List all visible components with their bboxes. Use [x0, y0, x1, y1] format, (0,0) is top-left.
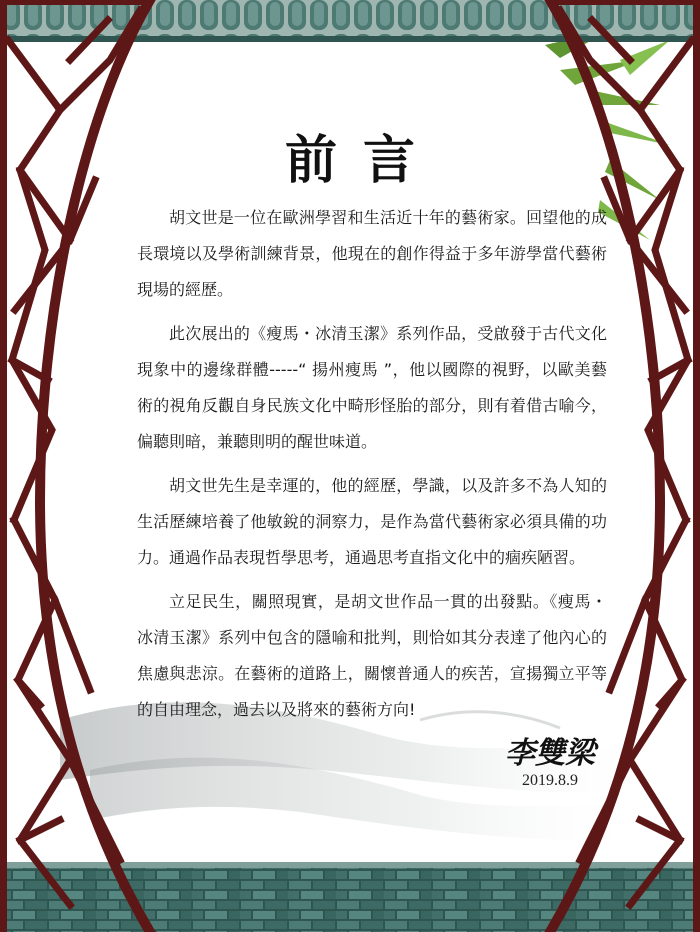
paragraph-4: 立足民生，關照現實，是胡文世作品一貫的出發點。《瘦馬・冰清玉潔》系列中包含的隱喻和批判，則恰如其分表達了他內心的焦慮與悲涼。在藝術的道路上，關懷普通人的疾苦，宣揚獨立平等的自由理念，過去以及將來的藝術方向! [137, 592, 607, 719]
paragraph-2: 此次展出的《瘦馬・冰清玉潔》系列作品，受啟發于古代文化現象中的邊缘群體-----“ 揚州瘦馬 ”，他以國際的視野，以歐美藝術的視角反觀自身民族文化中畸形怪胎的部分，則有着借古喻今，偏聽則暗，兼聽則明的醒世味道。 [137, 324, 607, 451]
paragraph-3: 胡文世先生是幸運的，他的經歷，學識，以及許多不為人知的生活歷練培養了他敏銳的洞察力，是作為當代藝術家必須具備的功力。通過作品表現哲學思考，通過思考直指文化中的痼疾陋習。 [137, 476, 607, 567]
page-title: 前言 [284, 130, 441, 191]
brick-wall [0, 862, 700, 932]
paragraph-1: 胡文世是一位在歐洲學習和生活近十年的藝術家。回望他的成長環境以及學術訓練背景，他現在的創作得益于多年游學當代藝術現場的經歷。 [137, 208, 607, 299]
signature-date: 2019.8.9 [522, 772, 578, 789]
preface-body [137, 200, 607, 736]
author-signature: 李雙梁 [505, 736, 595, 771]
